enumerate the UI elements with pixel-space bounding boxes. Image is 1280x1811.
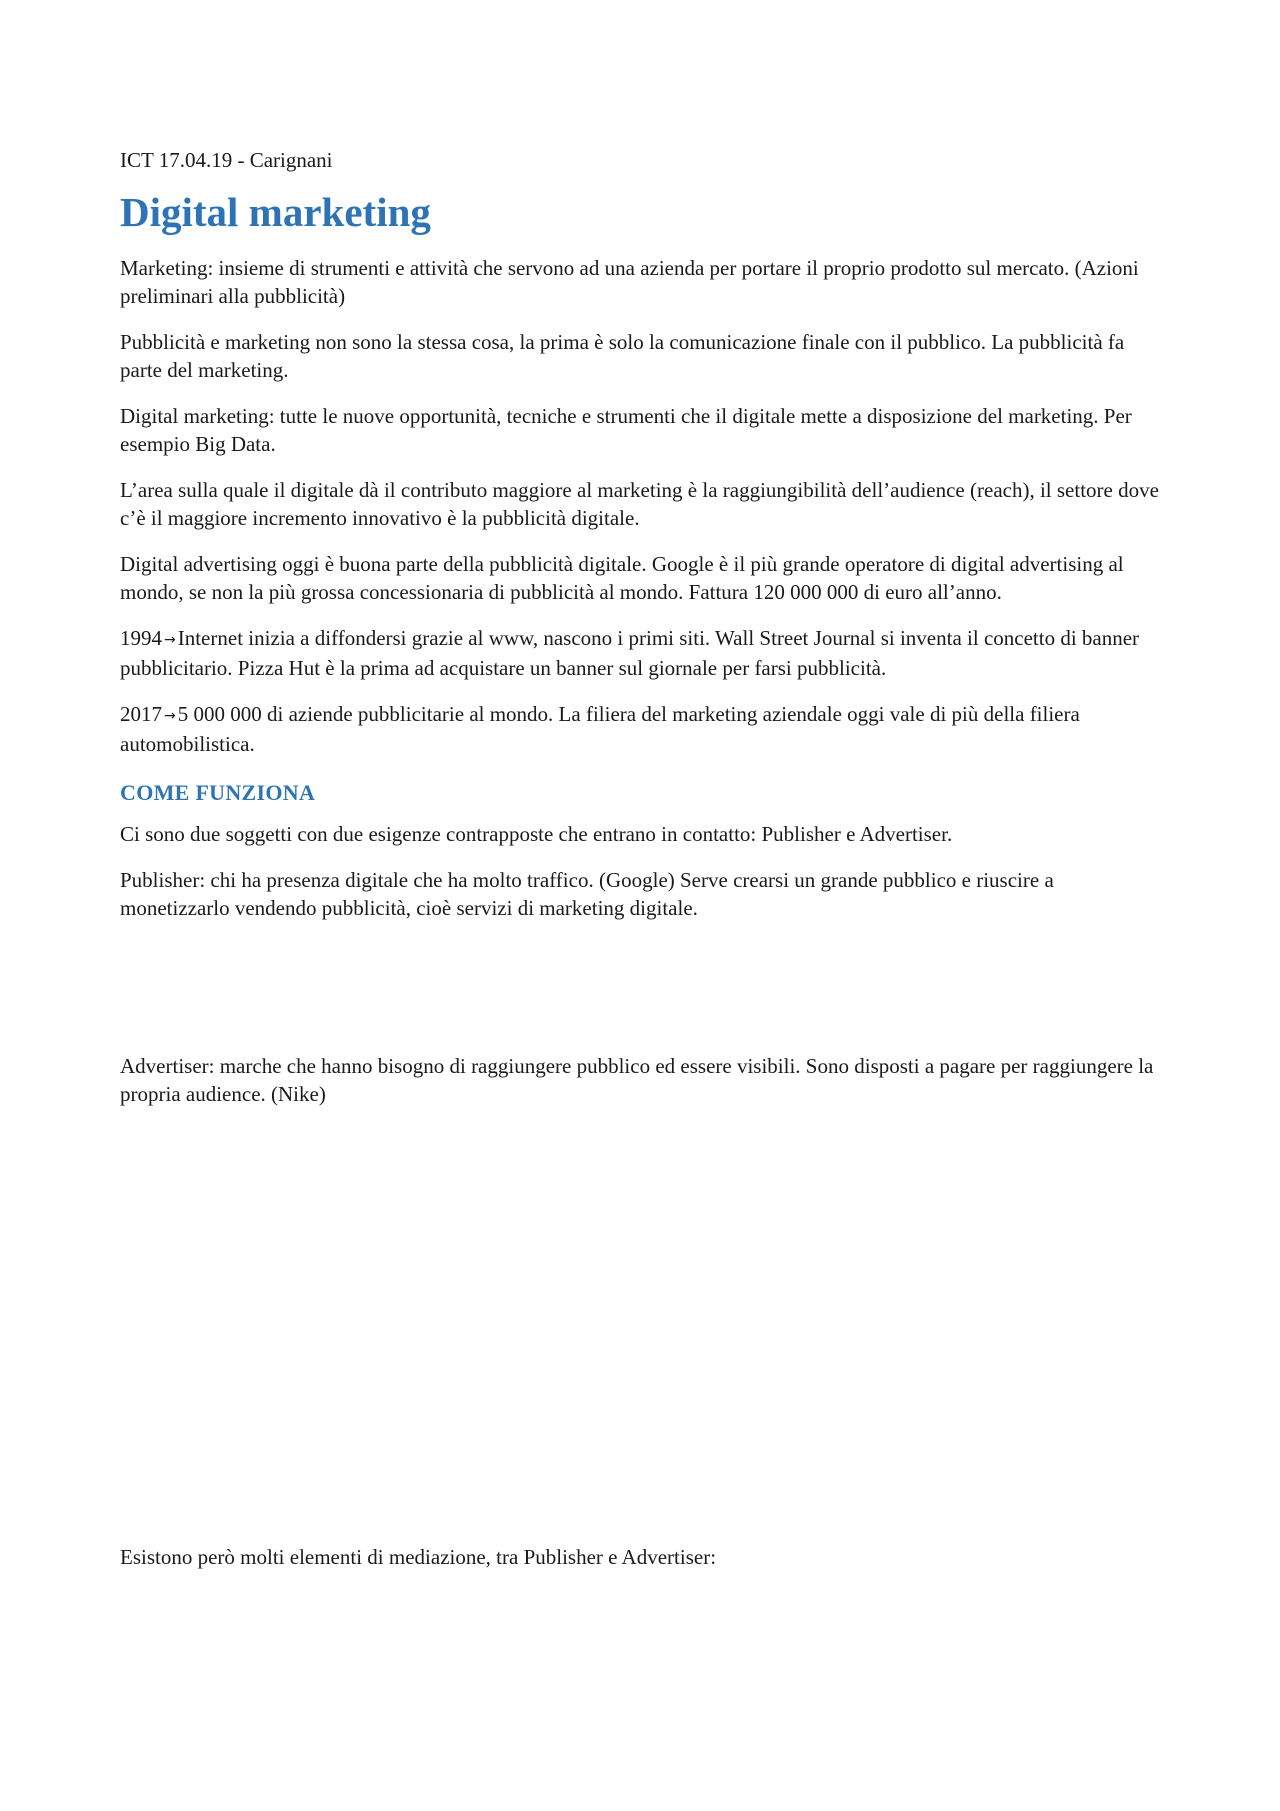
section-heading-come-funziona: COME FUNZIONA xyxy=(120,780,316,805)
paragraph-publisher: Publisher: chi ha presenza digitale che ha molto traffico. (Google) Serve crearsi un grande pubblico e riuscire a monetizzarlo vendendo pubblicità, cioè servizi di marketing digitale. xyxy=(120,868,1054,920)
timeline-entry-2017 xyxy=(120,700,1165,758)
paragraph-digital-advertising: Digital advertising oggi è buona parte della pubblicità digitale. Google è il più grande operatore di digital advertising al mondo, se non la più grossa concessionaria di pubblicità al mondo. Fattura 120 000 000 di euro all’anno. xyxy=(120,552,1124,604)
blank-space xyxy=(120,1126,1165,1543)
timeline-text: Internet inizia a diffondersi grazie al www, nascono i primi siti. Wall Street Journal si inventa il concetto di banner pubblicitario. Pizza Hut è la prima ad acquistare un banner sul giornale per farsi pubblicità. xyxy=(120,626,1140,680)
course-date-line: ICT 17.04.19 - Carignani xyxy=(120,148,333,172)
document-body xyxy=(120,146,1165,1589)
paragraph-advertiser: Advertiser: marche che hanno bisogno di raggiungere pubblico ed essere visibili. Sono disposti a pagare per raggiungere la propria audience. (Nike) xyxy=(120,1054,1154,1106)
blank-space xyxy=(120,940,1165,1052)
timeline-year: 1994 xyxy=(120,626,162,650)
timeline-entry-1994 xyxy=(120,624,1165,682)
document-title: Digital marketing xyxy=(120,189,431,235)
paragraph-marketing-definition: Marketing: insieme di strumenti e attività che servono ad una azienda per portare il proprio prodotto sul mercato. (Azioni preliminari alla pubblicità) xyxy=(120,256,1139,308)
right-arrow-icon: → xyxy=(164,708,176,724)
paragraph-two-parties: Ci sono due soggetti con due esigenze contrapposte che entrano in contatto: Publisher e Advertiser. xyxy=(120,822,953,846)
timeline-text: 5 000 000 di aziende pubblicitarie al mondo. La filiera del marketing aziendale oggi vale di più della filiera automobilistica. xyxy=(120,702,1080,756)
timeline-year: 2017 xyxy=(120,702,162,726)
right-arrow-icon: → xyxy=(164,632,176,648)
paragraph-advertising-vs-marketing: Pubblicità e marketing non sono la stessa cosa, la prima è solo la comunicazione finale con il pubblico. La pubblicità fa parte del marketing. xyxy=(120,330,1125,382)
paragraph-digital-marketing: Digital marketing: tutte le nuove opportunità, tecniche e strumenti che il digitale mette a disposizione del marketing. Per esempio Big Data. xyxy=(120,404,1132,456)
paragraph-reach: L’area sulla quale il digitale dà il contributo maggiore al marketing è la raggiungibilità dell’audience (reach), il settore dove c’è il maggiore incremento innovativo è la pubblicità digitale. xyxy=(120,478,1159,530)
paragraph-mediation: Esistono però molti elementi di mediazione, tra Publisher e Advertiser: xyxy=(120,1545,717,1569)
